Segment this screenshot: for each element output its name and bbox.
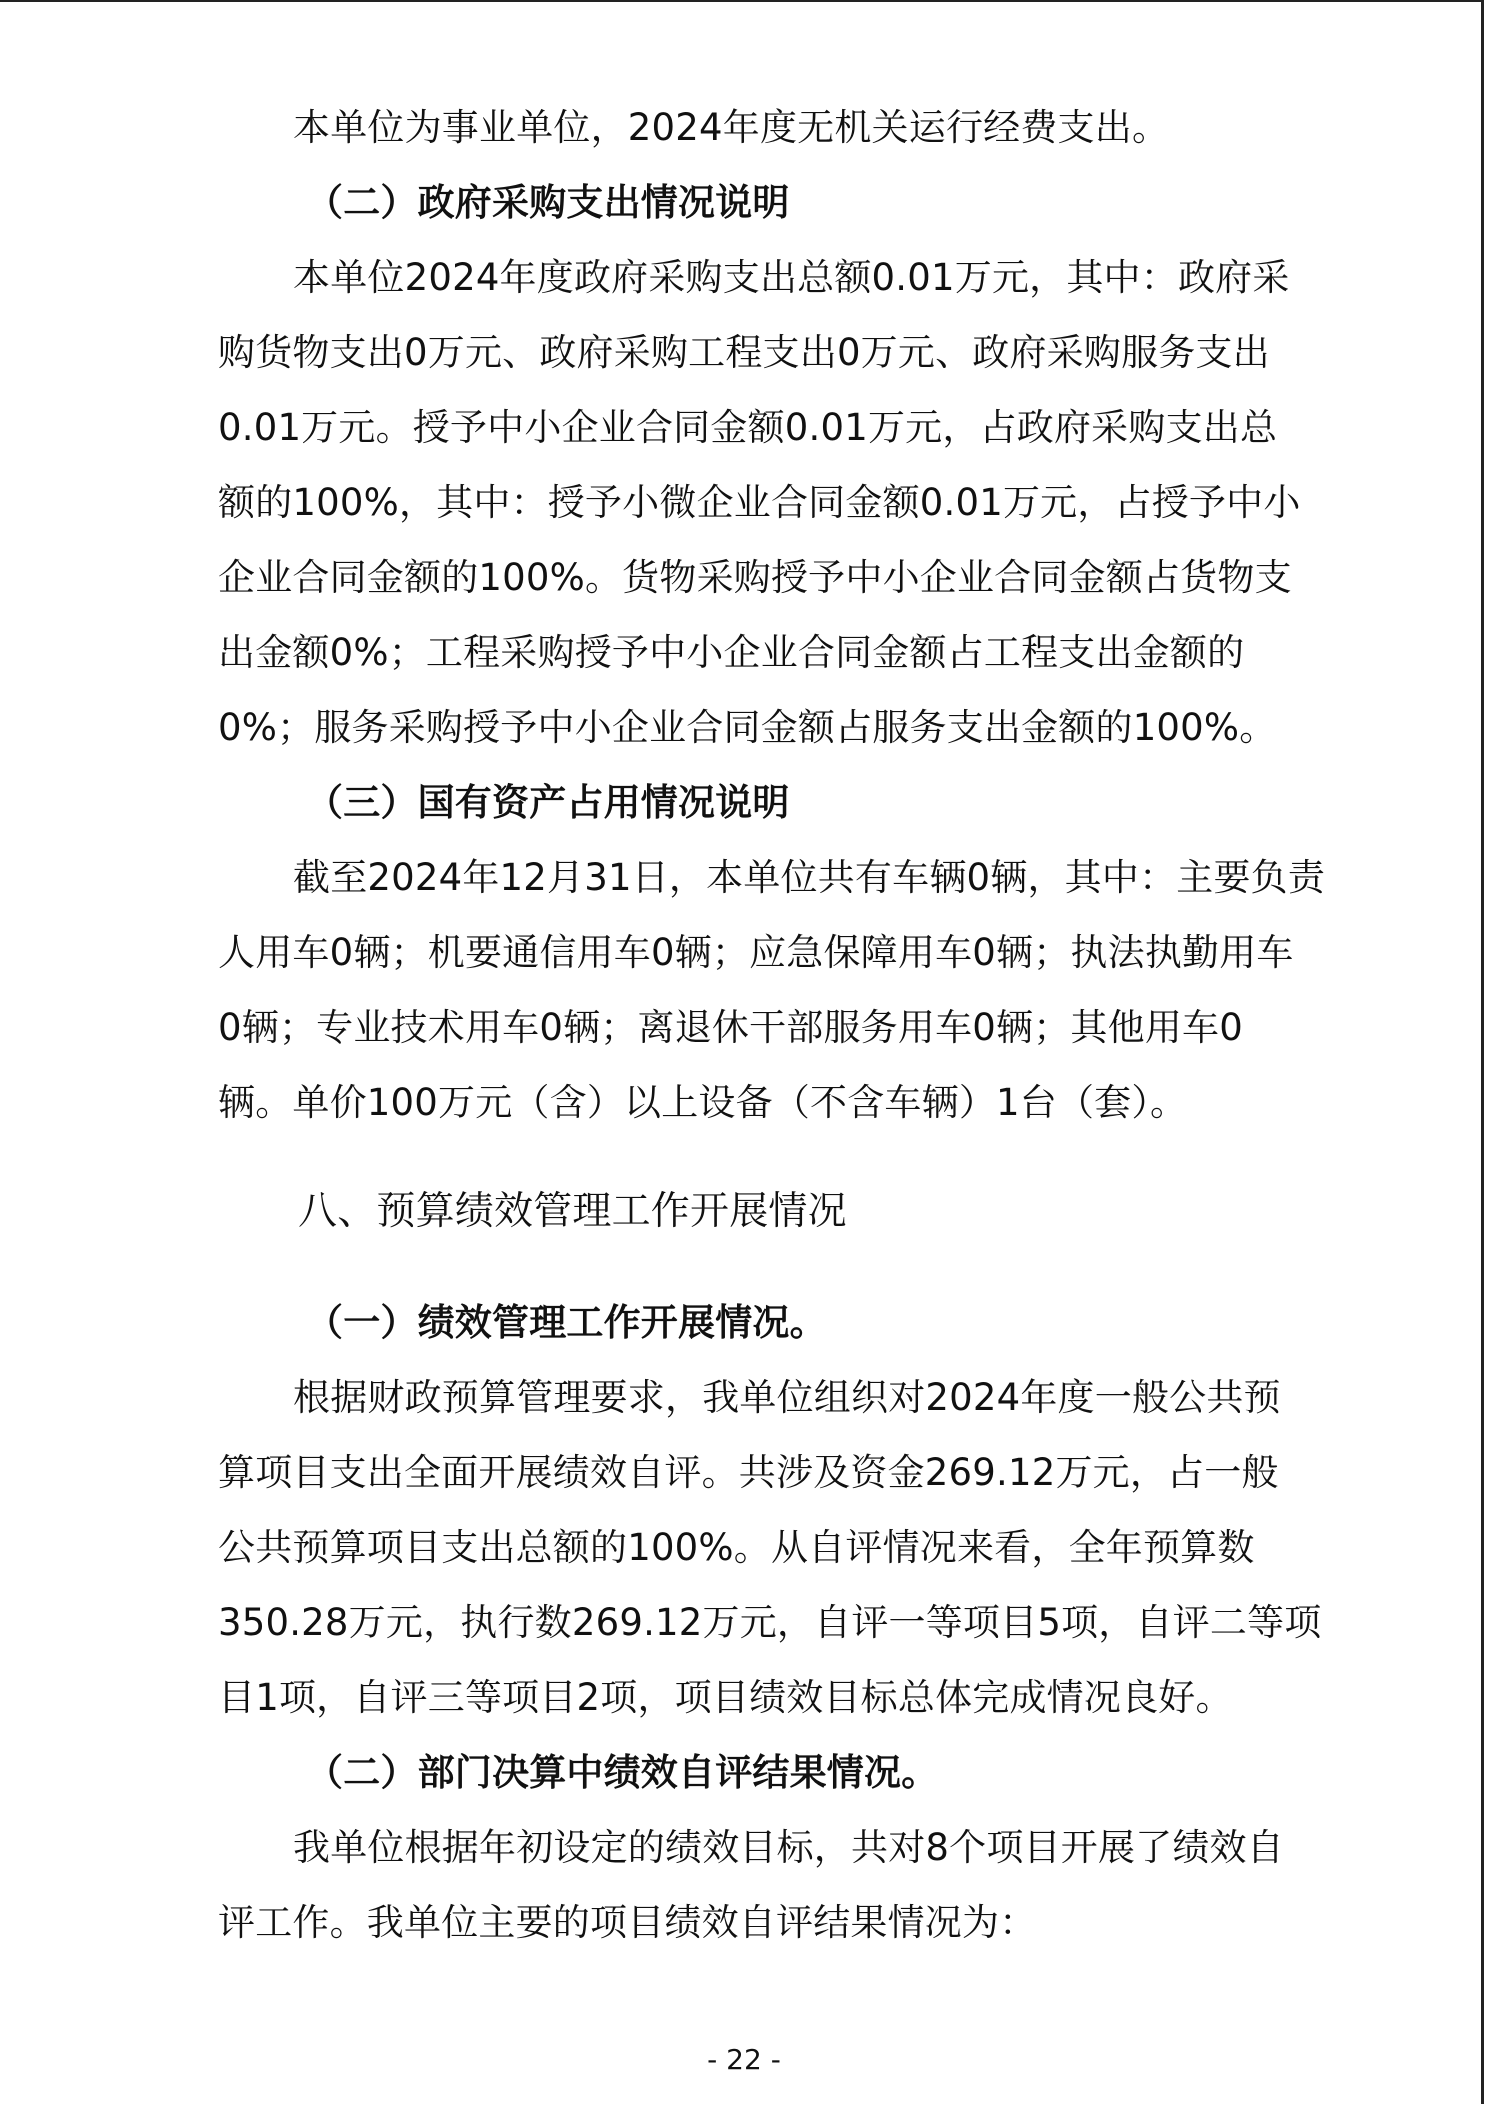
paragraph-line: 出金额0%；工程采购授予中小企业合同金额占工程支出金额的	[218, 631, 1245, 674]
paragraph-line: 目1项，自评三等项目2项，项目绩效目标总体完成情况良好。	[218, 1676, 1233, 1719]
paragraph-line: 本单位为事业单位，2024年度无机关运行经费支出。	[293, 106, 1170, 149]
paragraph-line: 公共预算项目支出总额的100%。从自评情况来看，全年预算数	[218, 1526, 1255, 1569]
subheading-performance-management: （一）绩效管理工作开展情况。	[306, 1301, 827, 1344]
paragraph-line: 本单位2024年度政府采购支出总额0.01万元，其中：政府采	[293, 256, 1290, 299]
paragraph-line: 购货物支出0万元、政府采购工程支出0万元、政府采购服务支出	[218, 331, 1270, 374]
paragraph-line: 0辆；专业技术用车0辆；离退休干部服务用车0辆；其他用车0	[218, 1006, 1243, 1049]
subheading-state-assets: （三）国有资产占用情况说明	[306, 781, 790, 824]
paragraph-line: 0%；服务采购授予中小企业合同金额占服务支出金额的100%。	[218, 706, 1277, 749]
subheading-self-evaluation-results: （二）部门决算中绩效自评结果情况。	[306, 1751, 939, 1794]
paragraph-line: 评工作。我单位主要的项目绩效自评结果情况为：	[218, 1901, 1037, 1944]
paragraph-line: 额的100%，其中：授予小微企业合同金额0.01万元，占授予中小	[218, 481, 1301, 524]
paragraph-line: 企业合同金额的100%。货物采购授予中小企业合同金额占货物支	[218, 556, 1292, 599]
paragraph-line: 算项目支出全面开展绩效自评。共涉及资金269.12万元，占一般	[218, 1451, 1279, 1494]
subheading-government-procurement: （二）政府采购支出情况说明	[306, 181, 790, 224]
paragraph-line: 截至2024年12月31日，本单位共有车辆0辆，其中：主要负责	[293, 856, 1326, 899]
paragraph-line: 根据财政预算管理要求，我单位组织对2024年度一般公共预	[293, 1376, 1281, 1419]
page-number: - 22 -	[707, 2043, 781, 2076]
section-heading-performance: 八、预算绩效管理工作开展情况	[298, 1189, 847, 1234]
paragraph-line: 0.01万元。授予中小企业合同金额0.01万元，占政府采购支出总	[218, 406, 1278, 449]
paragraph-line: 350.28万元，执行数269.12万元，自评一等项目5项，自评二等项	[218, 1601, 1322, 1644]
paragraph-line: 我单位根据年初设定的绩效目标，共对8个项目开展了绩效自	[293, 1826, 1284, 1869]
paragraph-line: 辆。单价100万元（含）以上设备（不含车辆）1台（套）。	[218, 1081, 1188, 1124]
paragraph-line: 人用车0辆；机要通信用车0辆；应急保障用车0辆；执法执勤用车	[218, 931, 1294, 974]
